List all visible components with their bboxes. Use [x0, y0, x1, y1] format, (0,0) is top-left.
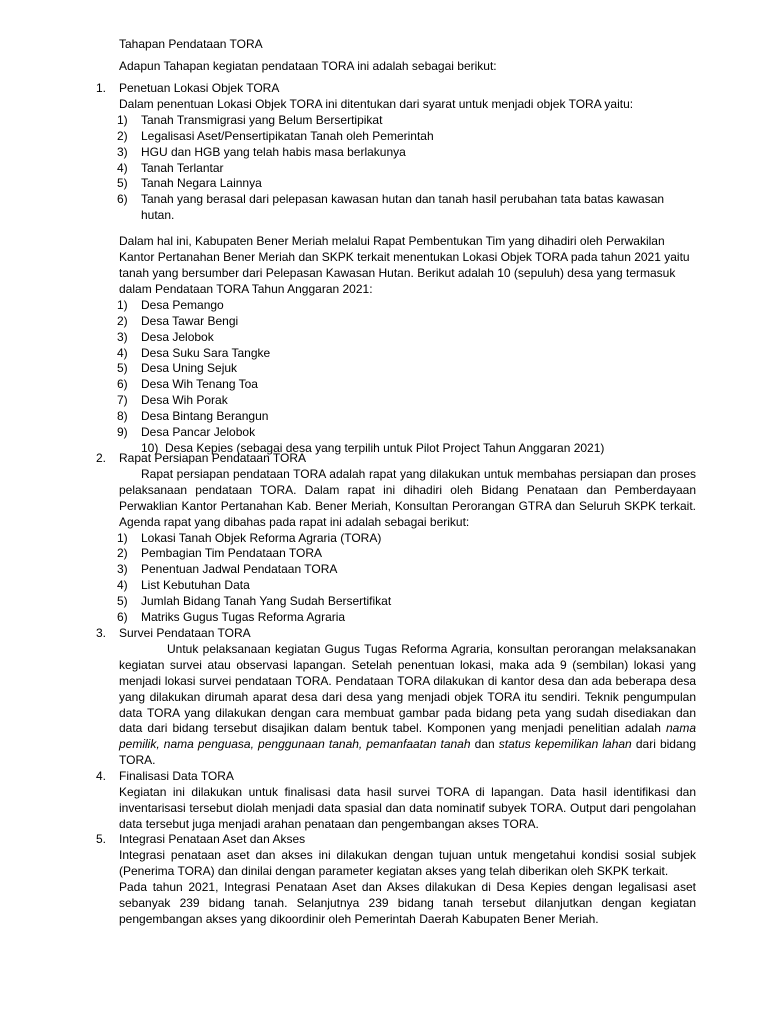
section-title: Survei Pendataan TORA	[119, 626, 251, 640]
section-1	[96, 81, 696, 457]
section-heading	[96, 626, 696, 642]
document-title: Tahapan Pendataan TORA	[119, 37, 263, 51]
list-item: 4) Tanah Terlantar	[117, 160, 224, 175]
list-item: 10) Desa Kepies (sebagai desa yang terpilih untuk Pilot Project Tahun Anggaran 2021)	[141, 440, 605, 455]
section-title: Finalisasi Data TORA	[119, 769, 234, 783]
section-number: 5.	[96, 832, 107, 846]
criteria-list	[96, 113, 696, 224]
list-item: 6) Matriks Gugus Tugas Reforma Agraria	[117, 610, 346, 625]
section-paragraph: Pada tahun 2021, Integrasi Penataan Aset dan Akses dilakukan di Desa Kepies dengan legalisasi aset sebanyak 239 bidang tanah. Selanjutnya 239 bidang tanah tersebut dilanjutkan dengan kegiatan pengembangan akses yang dikoordinir oleh Pemerintah Daerah Kabupaten Bener Meriah.	[119, 879, 696, 926]
list-item: 5) Tanah Negara Lainnya	[117, 176, 262, 191]
village-list	[96, 298, 696, 457]
section-heading	[96, 81, 696, 97]
list-item: 5) Jumlah Bidang Tanah Yang Sudah Bersertifikat	[117, 594, 392, 609]
list-item: 3) HGU dan HGB yang telah habis masa berlakunya	[117, 144, 406, 159]
list-item: 1) Desa Pemango	[117, 297, 224, 312]
section-paragraph: Integrasi penataan aset dan akses ini dilakukan dengan tujuan untuk mengetahui kondisi sosial subjek (Penerima TORA) dan dinilai dengan parameter kegiatan akses yang telah diberikan oleh SKPK terkait.	[119, 847, 696, 878]
section-number: 4.	[96, 769, 107, 783]
list-item: 3) Penentuan Jadwal Pendataan TORA	[117, 562, 338, 577]
section-heading	[96, 832, 696, 848]
section-paragraph: Dalam hal ini, Kabupaten Bener Meriah melalui Rapat Pembentukan Tim yang dihadiri oleh Perwakilan Kantor Pertanahan Bener Meriah dan SKPK terkait menentukan Lokasi Objek TORA pada tahun 2021 yaitu tanah yang bersumber dari Pelepasan Kawasan Hutan. Berikut adalah 10 (sepuluh) desa yang termasuk dalam Pendataan TORA Tahun Anggaran 2021:	[119, 234, 690, 296]
section-title: Penetuan Lokasi Objek TORA	[119, 81, 280, 95]
section-number: 3.	[96, 626, 107, 640]
section-number: 1.	[96, 81, 107, 95]
section-paragraph: Rapat persiapan pendataan TORA adalah rapat yang dilakukan untuk membahas persiapan dan proses pelaksanaan pendataan TORA. Dalam rapat ini dihadiri oleh Bidang Penataan dan Pemberdayaan Perwaklian Kantor Pertanahan Kab. Bener Meriah, Konsultan Perorangan GTRA dan Seluruh SKPK terkait. Agenda rapat yang dibahas pada rapat ini adalah sebagai berikut:	[119, 466, 696, 529]
intro-text: Adapun Tahapan kegiatan pendataan TORA ini adalah sebagai berikut:	[119, 59, 497, 73]
section-5	[96, 832, 696, 927]
list-item: 2) Pembagian Tim Pendataan TORA	[117, 546, 322, 561]
list-item: 4) Desa Suku Sara Tangke	[117, 345, 271, 360]
section-2	[96, 451, 696, 626]
section-number: 2.	[96, 451, 107, 465]
section-4	[96, 769, 696, 833]
section-title: Integrasi Penataan Aset dan Akses	[119, 832, 306, 846]
list-item: 6) Desa Wih Tenang Toa	[117, 377, 258, 392]
list-item: 5) Desa Uning Sejuk	[117, 361, 238, 376]
section-paragraph: Kegiatan ini dilakukan untuk finalisasi data hasil survei TORA di lapangan. Data hasil identifikasi dan inventarisasi tersebut diolah menjadi data spasial dan data nominatif subyek TORA. Output dari pengolahan data tersebut juga menjadi arahan penataan dan pengembangan akses TORA.	[119, 784, 696, 831]
list-item: 9) Desa Pancar Jelobok	[117, 425, 256, 440]
list-item: 2) Desa Tawar Bengi	[117, 313, 239, 328]
list-item: 1) Lokasi Tanah Objek Reforma Agraria (TORA)	[117, 530, 382, 545]
list-item: 2) Legalisasi Aset/Pensertipikatan Tanah oleh Pemerintah	[117, 128, 434, 143]
section-heading	[96, 451, 696, 467]
list-item: 4) List Kebutuhan Data	[117, 578, 250, 593]
list-item: 8) Desa Bintang Berangun	[117, 409, 269, 424]
section-title: Rapat Persiapan Pendataan TORA	[119, 451, 307, 465]
list-item: 7) Desa Wih Porak	[117, 393, 228, 408]
agenda-list	[96, 531, 696, 626]
section-lead: Dalam penentuan Lokasi Objek TORA ini ditentukan dari syarat untuk menjadi objek TORA yaitu:	[119, 96, 634, 111]
section-paragraph: Untuk pelaksanaan kegiatan Gugus Tugas Reforma Agraria, konsultan perorangan melaksanakan kegiatan survei atau observasi lapangan. Setelah penentuan lokasi, maka ada 9 (sembilan) lokasi yang menjadi lokasi survei pendataan TORA. Pendataan TORA dilakukan di kantor desa dan ada beberapa desa yang dilakukan dirumah aparat desa dari desa yang menjadi objek TORA itu sendiri. Teknik pengumpulan data TORA yang dilakukan dengan cara membuat gambar pada bidang peta yang sudah disediakan dan data dari bidang tersebut disajikan dalam bentuk tabel. Komponen yang menjadi penelitian adalah nama pemilik, nama penguasa, penggunaan tanah, pemanfaatan tanah dan status kepemilikan lahan dari bidang TORA.	[119, 641, 696, 768]
section-heading	[96, 769, 696, 785]
list-item: 6) Tanah yang berasal dari pelepasan kawasan hutan dan tanah hasil perubahan tata batas kawasan hutan.	[117, 192, 665, 223]
list-item: 1) Tanah Transmigrasi yang Belum Bersertipikat	[117, 112, 383, 127]
list-item: 3) Desa Jelobok	[117, 329, 214, 344]
section-3	[96, 626, 696, 769]
